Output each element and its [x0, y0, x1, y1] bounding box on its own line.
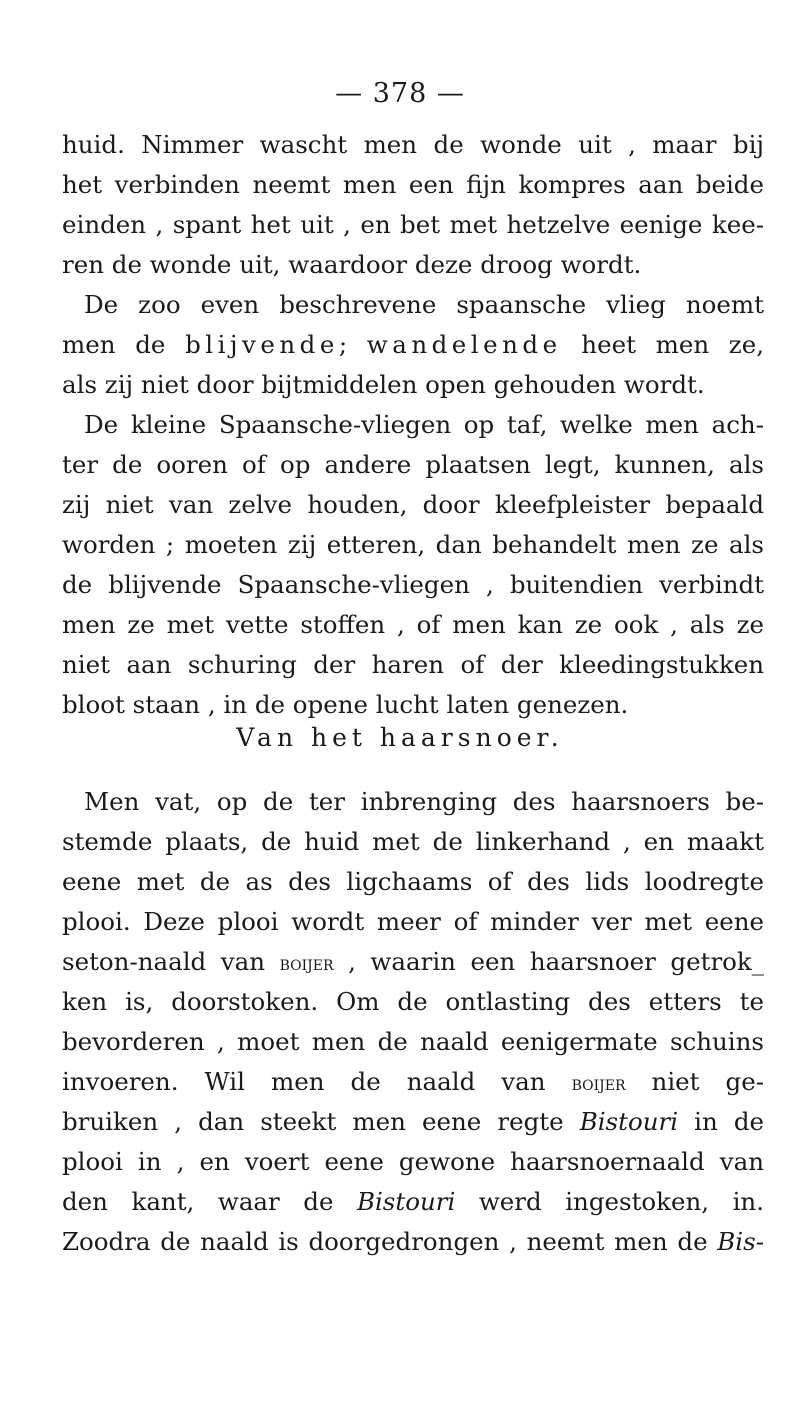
text-line: ren de wonde uit, waardoor deze droog wordt.	[62, 250, 642, 279]
text-line: eene met de as des ligchaams of des lids loodregte	[62, 867, 764, 896]
text-line: als zij niet door bijtmiddelen open gehouden wordt.	[62, 370, 705, 399]
text-line: ter de ooren of op andere plaatsen legt, kunnen, als	[62, 450, 764, 479]
text-run: heet men ze,	[561, 330, 764, 359]
text-line	[62, 1062, 764, 1102]
spaced-term-wandelende: wandelende	[366, 330, 562, 359]
text-line: stemde plaats, de huid met de linkerhand , en maakt	[62, 827, 764, 856]
author-name-boijer: boijer	[279, 951, 334, 975]
text-line: worden ; moeten zij etteren, dan behandelt men ze als	[62, 530, 764, 559]
text-run: seton-naald van	[62, 947, 280, 976]
text-run: in de	[678, 1107, 765, 1136]
spaced-term-blijvende: blijvende	[185, 330, 339, 359]
text-run: Zoodra de naald is doorgedrongen , neemt men de	[62, 1227, 718, 1256]
text-run: werd ingestoken, in.	[455, 1187, 764, 1216]
text-line: bloot staan , in de opene lucht laten genezen.	[62, 690, 629, 719]
text-line: de blijvende Spaansche-vliegen , buitendien verbindt	[62, 570, 764, 599]
text-line	[62, 1182, 764, 1222]
italic-term-bistouri: Bistouri	[356, 1187, 456, 1216]
text-line	[62, 1222, 764, 1262]
text-line: Men vat, op de ter inbrenging des haarsnoers be-	[84, 787, 764, 816]
text-line: bevorderen , moet men de naald eenigermate schuins	[62, 1027, 764, 1056]
text-line: plooi in , en voert eene gewone haarsnoernaald van	[62, 1147, 764, 1176]
section-heading: Van het haarsnoer.	[236, 723, 564, 752]
page-number: — 378 —	[335, 78, 465, 109]
italic-term-bis: Bis-	[717, 1227, 764, 1256]
text-line: men ze met vette stoffen , of men kan ze ook , als ze	[62, 610, 764, 639]
author-name-boijer: boijer	[571, 1071, 626, 1095]
text-line: plooi. Deze plooi wordt meer of minder ver met eene	[62, 907, 764, 936]
text-line: De kleine Spaansche-vliegen op taf, welke men ach-	[84, 410, 764, 439]
text-run: , waarin een haarsnoer getrok_	[333, 947, 764, 976]
text-line: ken is, doorstoken. Om de ontlasting des etters te	[62, 987, 764, 1016]
text-line: einden , spant het uit , en bet met hetzelve eenige kee-	[62, 210, 764, 239]
text-line: niet aan schuring der haren of der kleedingstukken	[62, 650, 764, 679]
text-line: het verbinden neemt men een fijn kompres aan beide	[62, 170, 764, 199]
text-line	[62, 325, 764, 365]
text-line	[62, 942, 764, 982]
text-run: bruiken , dan steekt men eene regte	[62, 1107, 580, 1136]
text-line	[62, 1102, 764, 1142]
text-line: huid. Nimmer wascht men de wonde uit , maar bij	[62, 130, 764, 159]
text-run: ;	[338, 330, 367, 359]
text-run: niet ge-	[625, 1067, 764, 1096]
italic-term-bistouri: Bistouri	[579, 1107, 679, 1136]
text-run: den kant, waar de	[62, 1187, 357, 1216]
text-line: zij niet van zelve houden, door kleefpleister bepaald	[62, 490, 764, 519]
text-run: men de	[62, 330, 186, 359]
text-line: De zoo even beschrevene spaansche vlieg noemt	[84, 290, 764, 319]
text-run: invoeren. Wil men de naald van	[62, 1067, 572, 1096]
